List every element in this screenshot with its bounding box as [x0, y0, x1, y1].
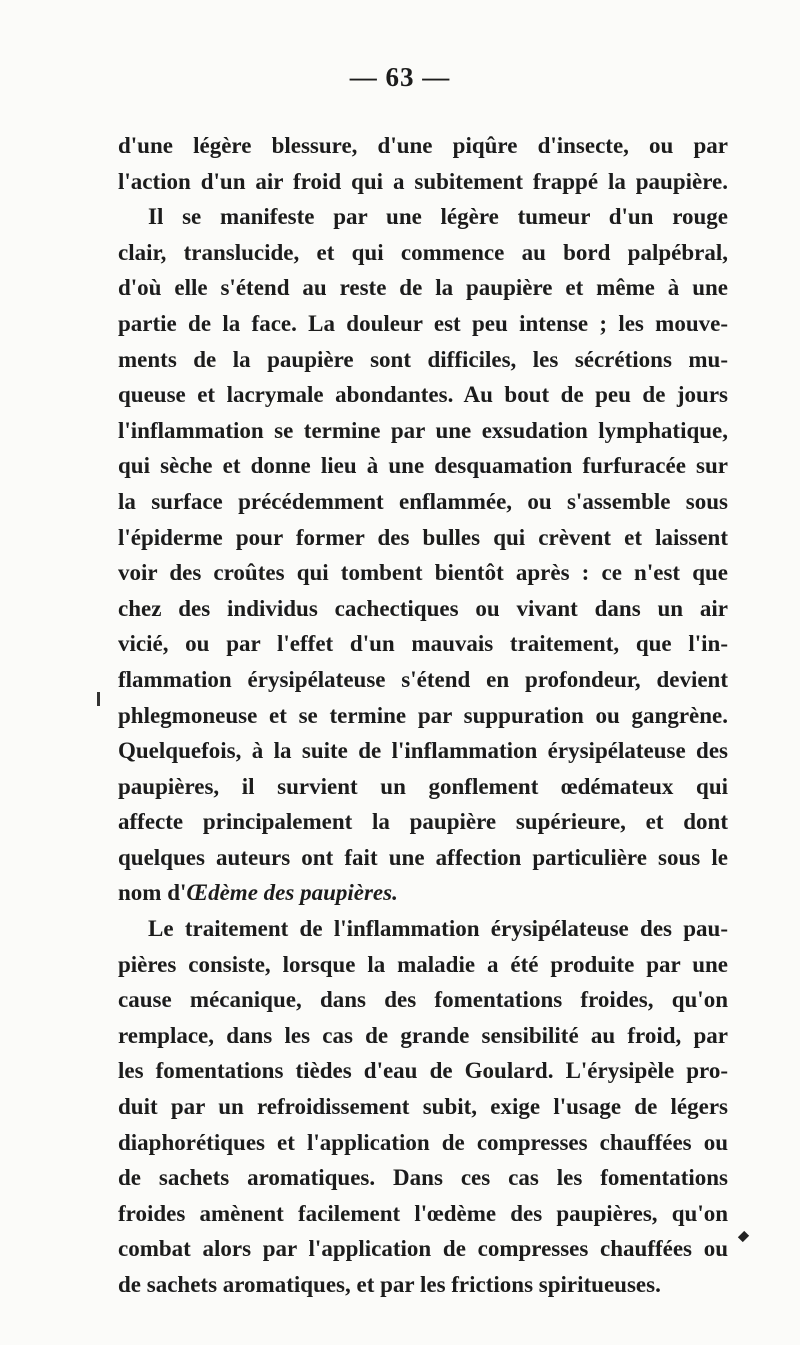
- text-line: flammation érysipélateuse s'étend en profondeur, devient: [118, 666, 728, 692]
- text-line: clair, translucide, et qui commence au bord palpébral,: [118, 239, 728, 265]
- text-line: remplace, dans les cas de grande sensibilité au froid, par: [118, 1022, 728, 1048]
- margin-mark: [97, 692, 100, 706]
- text-line: cause mécanique, dans des fomentations froides, qu'on: [118, 987, 728, 1013]
- ink-speck: [738, 1231, 749, 1242]
- text-line: ments de la paupière sont difficiles, les sécrétions mu-: [118, 346, 728, 372]
- text-line: voir des croûtes qui tombent bientôt après : ce n'est que: [118, 560, 728, 586]
- text-line: partie de la face. La douleur est peu intense ; les mouve-: [118, 310, 728, 336]
- text-line: qui sèche et donne lieu à une desquamation furfuracée sur: [118, 453, 728, 479]
- text-line: froides amènent facilement l'œdème des paupières, qu'on: [118, 1200, 728, 1226]
- text-line: [118, 875, 728, 911]
- text-line: duit par un refroidissement subit, exige l'usage de légers: [118, 1094, 728, 1120]
- page-number: — 63 —: [349, 62, 451, 92]
- text-line: chez des individus cachectiques ou vivant dans un air: [118, 595, 728, 621]
- text-line: Il se manifeste par une légère tumeur d'un rouge: [148, 204, 728, 230]
- text-line: la surface précédemment enflammée, ou s'assemble sous: [118, 488, 728, 514]
- text-line: pières consiste, lorsque la maladie a été produite par une: [118, 951, 728, 977]
- text-line: l'inflammation se termine par une exsudation lymphatique,: [118, 417, 728, 443]
- text-line: quelques auteurs ont fait une affection particulière sous le: [118, 844, 728, 870]
- text-line: phlegmoneuse et se termine par suppuration ou gangrène.: [118, 702, 728, 728]
- text-line: paupières, il survient un gonflement œdémateux qui: [118, 773, 728, 799]
- text-line: d'où elle s'étend au reste de la paupière et même à une: [118, 275, 728, 301]
- text-line: Quelquefois, à la suite de l'inflammation érysipélateuse des: [118, 738, 728, 764]
- text-line: affecte principalement la paupière supérieure, et dont: [118, 809, 728, 835]
- text-line: l'action d'un air froid qui a subitement frappé la paupière.: [118, 168, 728, 194]
- text-line: vicié, ou par l'effet d'un mauvais traitement, que l'in-: [118, 631, 728, 657]
- text-line: de sachets aromatiques, et par les frictions spiritueuses.: [118, 1272, 661, 1297]
- text-line: combat alors par l'application de compresses chauffées ou: [118, 1236, 728, 1262]
- oedeme-title: Œdème des paupières.: [186, 880, 398, 906]
- text-line: les fomentations tièdes d'eau de Goulard. L'érysipèle pro-: [118, 1058, 728, 1084]
- oedeme-prefix: nom d': [118, 880, 187, 906]
- text-line: Le traitement de l'inflammation érysipélateuse des pau-: [148, 916, 728, 942]
- text-line: de sachets aromatiques. Dans ces cas les fomentations: [118, 1165, 728, 1191]
- text-line: diaphorétiques et l'application de compresses chauffées ou: [118, 1129, 728, 1155]
- body-text: [118, 128, 728, 1303]
- text-line: l'épiderme pour former des bulles qui crèvent et laissent: [118, 524, 728, 550]
- text-line: queuse et lacrymale abondantes. Au bout de peu de jours: [118, 382, 728, 408]
- text-line: d'une légère blessure, d'une piqûre d'insecte, ou par: [118, 133, 728, 158]
